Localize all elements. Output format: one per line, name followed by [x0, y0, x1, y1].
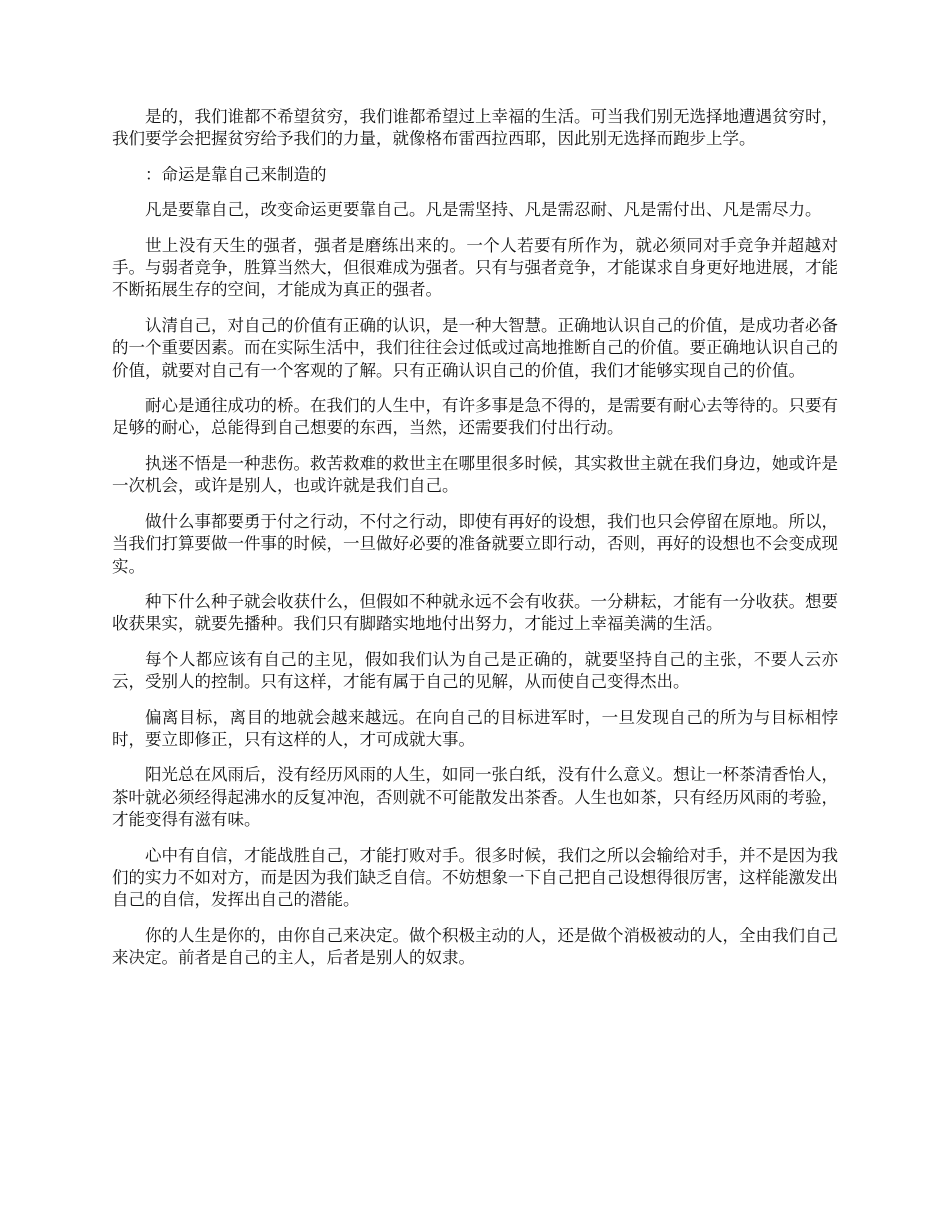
paragraph-13: 心中有自信，才能战胜自己，才能打败对手。很多时候，我们之所以会输给对手，并不是因为我们的实力不如对方，而是因为我们缺乏自信。不妨想象一下自己把自己设想得很厉害，这样能激发出自己的自信，发挥出自己的潜能。	[112, 845, 838, 910]
paragraph-7: 执迷不悟是一种悲伤。救苦救难的救世主在哪里很多时候，其实救世主就在我们身边，她或许是一次机会，或许是别人，也或许就是我们自己。	[112, 453, 838, 496]
paragraph-10: 每个人都应该有自己的主见，假如我们认为自己是正确的，就要坚持自己的主张，不要人云亦云，受别人的控制。只有这样，才能有属于自己的见解，从而使自己变得杰出。	[112, 649, 838, 692]
paragraph-9: 种下什么种子就会收获什么，但假如不种就永远不会有收获。一分耕耘，才能有一分收获。想要收获果实，就要先播种。我们只有脚踏实地地付出努力，才能过上幸福美满的生活。	[112, 591, 838, 634]
paragraph-4: 世上没有天生的强者，强者是磨练出来的。一个人若要有所作为，就必须同对手竞争并超越对手。与弱者竞争，胜算当然大，但很难成为强者。只有与强者竞争，才能谋求自身更好地进展，才能不断拓展生存的空间，才能成为真正的强者。	[112, 235, 838, 300]
paragraph-3: 凡是要靠自己，改变命运更要靠自己。凡是需坚持、凡是需忍耐、凡是需付出、凡是需尽力。	[145, 200, 822, 220]
paragraph-5: 认清自己，对自己的价值有正确的认识，是一种大智慧。正确地认识自己的价值，是成功者必备的一个重要因素。而在实际生活中，我们往往会过低或过高地推断自己的价值。要正确地认识自己的价值，就要对自己有一个客观的了解。只有正确认识自己的价值，我们才能够实现自己的价值。	[112, 315, 838, 380]
paragraph-6: 耐心是通往成功的桥。在我们的人生中，有许多事是急不得的，是需要有耐心去等待的。只要有足够的耐心，总能得到自己想要的东西，当然，还需要我们付出行动。	[112, 396, 838, 438]
paragraph-12: 阳光总在风雨后，没有经历风雨的人生，如同一张白纸，没有什么意义。想让一杯茶清香怡人，茶叶就必须经得起沸水的反复冲泡，否则就不可能散发出茶香。人生也如茶，只有经历风雨的考验，才能变得有滋有味。	[112, 765, 838, 830]
paragraph-14: 你的人生是你的，由你自己来决定。做个积极主动的人，还是做个消极被动的人，全由我们自己来决定。前者是自己的主人，后者是别人的奴隶。	[112, 925, 838, 968]
paragraph-2-heading: ：命运是靠自己来制造的	[145, 164, 327, 184]
paragraph-8: 做什么事都要勇于付之行动，不付之行动，即使有再好的设想，我们也只会停留在原地。所以，当我们打算要做一件事的时候，一旦做好必要的准备就要立即行动，否则，再好的设想也不会变成现实。	[112, 511, 838, 576]
document-body	[112, 106, 838, 983]
paragraph-1: 是的，我们谁都不希望贫穷，我们谁都希望过上幸福的生活。可当我们别无选择地遭遇贫穷时，我们要学会把握贫穷给予我们的力量，就像格布雷西拉西耶，因此别无选择而跑步上学。	[112, 107, 838, 149]
paragraph-11: 偏离目标，离目的地就会越来越远。在向自己的目标进军时，一旦发现自己的所为与目标相悖时，要立即修正，只有这样的人，才可成就大事。	[112, 707, 838, 749]
